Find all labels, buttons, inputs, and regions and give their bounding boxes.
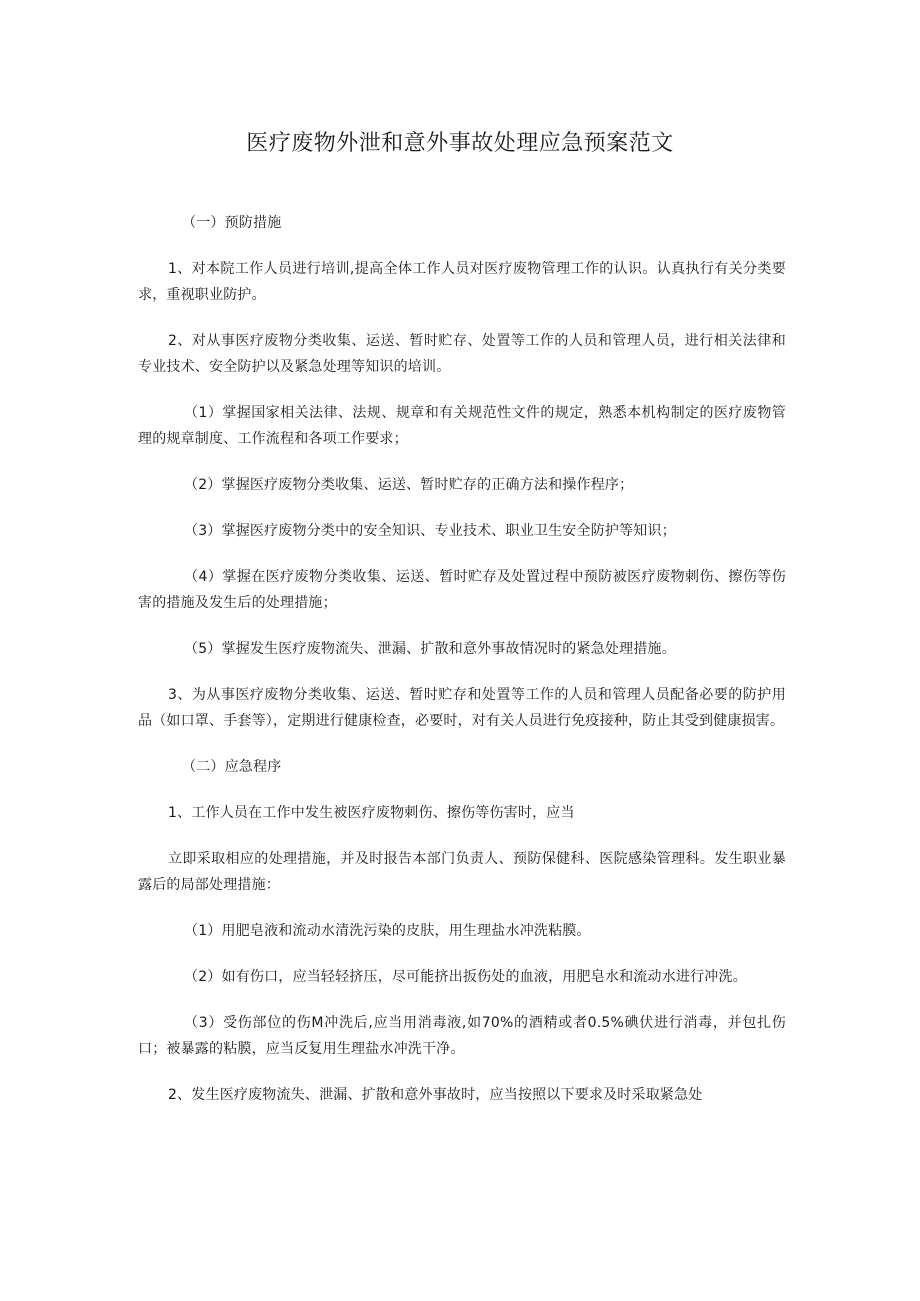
sub-paragraph: （2）掌握医疗废物分类收集、运送、暂时贮存的正确方法和操作程序； (184, 477, 634, 493)
sub-paragraph: （2）如有伤口，应当轻轻挤压，尽可能挤出扳伤处的血液，用肥皂水和流动水进行冲洗。 (184, 969, 747, 985)
sub-paragraph: （3）掌握医疗废物分类中的安全知识、专业技术、职业卫生安全防护等知识； (184, 523, 676, 539)
sub-paragraph: （4）掌握在医疗废物分类收集、运送、暂时贮存及处置过程中预防被医疗废物刺伤、擦伤等伤害的措施及发生后的处理措施； (138, 569, 786, 611)
paragraph: 2、发生医疗废物流失、泄漏、扩散和意外事故时，应当按照以下要求及时采取紧急处 (168, 1087, 703, 1103)
section-heading-prevention: （一）预防措施 (182, 215, 282, 231)
paragraph: 1、工作人员在工作中发生被医疗废物刺伤、擦伤等伤害时，应当 (168, 805, 575, 821)
document-body (138, 210, 786, 1128)
sub-paragraph: （5）掌握发生医疗废物流失、泄漏、扩散和意外事故情况时的紧急处理措施。 (184, 641, 676, 657)
section-heading-emergency: （二）应急程序 (182, 759, 282, 775)
paragraph: 立即采取相应的处理措施，并及时报告本部门负责人、预防保健科、医院感染管理科。发生职业暴露后的局部处理措施： (138, 851, 786, 893)
paragraph: 1、对本院工作人员进行培训,提高全体工作人员对医疗废物管理工作的认识。认真执行有关分类要求，重视职业防护。 (138, 261, 786, 303)
paragraph: 2、对从事医疗废物分类收集、运送、暂时贮存、处置等工作的人员和管理人员，进行相关法律和专业技术、安全防护以及紧急处理等知识的培训。 (138, 333, 786, 375)
sub-paragraph: （1）掌握国家相关法律、法规、规章和有关规范性文件的规定，熟悉本机构制定的医疗废物管理的规章制度、工作流程和各项工作要求； (138, 405, 786, 447)
paragraph: 3、为从事医疗废物分类收集、运送、暂时贮存和处置等工作的人员和管理人员配备必要的防护用品（如口罩、手套等），定期进行健康检查，必要时，对有关人员进行免疫接种，防止其受到健康损害。 (138, 687, 786, 729)
document-title: 医疗废物外泄和意外事故处理应急预案范文 (246, 131, 674, 156)
sub-paragraph: （1）用肥皂液和流动水清洗污染的皮肤，用生理盐水冲洗粘膜。 (184, 923, 591, 939)
sub-paragraph: （3）受伤部位的伤M冲洗后,应当用消毒液,如70%的酒精或者0.5%碘伏进行消毒，并包扎伤口；被暴露的粘膜，应当反复用生理盐水冲洗干净。 (138, 1015, 786, 1057)
